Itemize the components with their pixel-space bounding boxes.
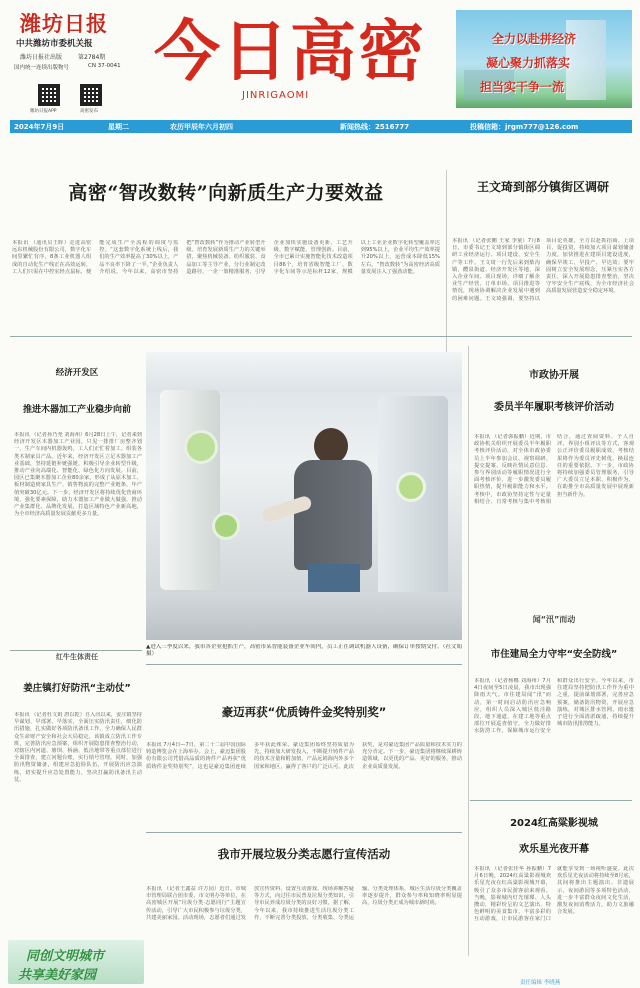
editor-credit: 责任编辑 李晓燕: [520, 980, 561, 986]
sorghum-section: 2024红高粱影视城: [510, 818, 598, 829]
paper-org: 中共潍坊市委机关报: [16, 39, 93, 49]
lunar-date: 农历甲辰年六月初四: [170, 123, 233, 131]
paper-name: 潍坊日报: [20, 11, 108, 36]
dateline-bar: [10, 120, 632, 133]
page-title-pinyin: JINRIGAOMI: [242, 90, 310, 101]
kfq-section: 经济开发区: [55, 368, 99, 378]
slogan-line-2: 凝心聚力抓落实: [486, 56, 571, 70]
wang-body: 本报讯 （记者张鹏 王家 李童）7月8日，市委书记王文琦到部分镇街区调研工业经济运行、项目建设、安全生产等工作。王文琦一行先后来到柴沟镇、醴泉街道、经济开发区等地，深入企业车间、项目现场，详细了解企业生产经营、订单市场、项目推进等情况，现场协调解决企业发展中遇到的困难问题。王文琦强调，要坚持以项目论英雄，全力以赴抓招商、上项目、促投资，持续加大项目谋划储备力度，加快推进在建项目建设进度，确保早竣工、早投产、早达效；要牢固树立安全发展理念，压紧压实各方责任，深入开展隐患排查整治，坚决守牢安全生产底线，为全市经济社会高质量发展营造安全稳定环境。: [452, 238, 634, 302]
divider-center-1: [146, 664, 462, 665]
kfq-headline: 推进木器加工产业稳步向前: [22, 405, 131, 415]
haomai-body: 本报讯 7月4日—7日，第二十二届中国国际铸造博览会在上海举办。会上，豪迈集团股份有限公司凭借高品质的铸件产品再获“优质铸件金奖特别奖”，这也是豪迈集团连续多年获此殊荣。豪迈集团始终坚持质量为先，持续加大研发投入，不断提升铸件产品的技术含量和附加值，产品远销海内外多个国家和地区，赢得了客户的广泛认可。此次获奖，是对豪迈集团产品质量和技术实力的充分肯定。下一步，豪迈集团将继续深耕铸造领域，以更优的产品、更好的服务，推动企业高质量发展。: [146, 742, 462, 770]
qr-label-app: 潍坊日报APP: [30, 109, 57, 114]
qr-code-fabu: [80, 84, 102, 106]
cn-label: 国内统一连续出版物号: [14, 65, 70, 71]
zhengxie-section: 市政协开展: [529, 370, 579, 381]
page-title: 今日高密: [154, 12, 426, 90]
banner-line-1: 同创文明城市: [26, 949, 105, 964]
divider-center-2: [146, 832, 462, 833]
photo-caption: ▲进入三季度以来，我市各企业抢抓生产，高密市某智能装备企业车间内，员工正在调试机器人设备，确保订单按期交付。（社文娟摄）: [146, 644, 462, 657]
civilization-banner: [8, 940, 144, 984]
qr-code-app: [38, 84, 60, 106]
paper-edition: 潍坊日报社出版: [20, 54, 63, 61]
issue-date: 2024年7月9日: [14, 123, 65, 131]
col-divider-mid: [468, 346, 469, 956]
slogan-banner: [456, 10, 632, 108]
lead-headline: 高密“智改数转”向新质生产力要效益: [68, 182, 384, 204]
divider-left: [10, 650, 142, 651]
divider-1: [10, 336, 632, 337]
col-divider-top: [446, 170, 447, 378]
zhengxie-body: 本报讯 （记者郭振鹏）近期，市政协机关组织开展委员半年履职考核评价活动，对全体市政协委员上半年参加会议、视察调研、提交提案、反映社情民意信息、参与界别活动等履职情况进行全面考核评价，进一步激发委员履职热情，提升履职能力和水平。考核中，市政协坚持定性与定量相结合、日常考核与集中考核相结合，通过查阅资料、个人自评、界别小组评议等方式，客观公正评价委员履职成效，考核结果将作为委员评先树优、换届连任的重要依据。下一步，市政协将持续加强委员管理服务，引导广大委员立足本职、积极作为，在助推全市高质量发展中展现新担当新作为。: [474, 434, 634, 505]
zhujian-body: 本报讯 （记者杨娜 刘海州）7月4日夜间至5日凌晨，我市出现强降雨天气。市住建局闻“汛”而动，第一时间启动防汛应急响应，组织人员深入城区低洼路段、地下通道、在建工地等重点部位开展巡查值守，全力做好排水防涝工作，保障城市运行安全和群众出行安全。今年以来，市住建局坚持把防汛工作作为重中之重，提前谋划部署，完善应急预案，储备防汛物资，开展应急演练，对城区排水管网、雨水篦子进行全面清淤疏通，持续提升城市防汛排涝能力。: [474, 678, 634, 735]
wang-headline: 王文琦到部分镇街区调研: [476, 180, 609, 194]
kfq-body: 本报讯 （记者孙乃尧 刘海州）6月28日上午，记者来到经济开发区木器加工产业园，只见一排排厂房整齐划一，生产车间内机器轰鸣，工人们正忙着加工、组装各类木制家具产品。近年来，经济开发区立足木器加工产业基础，坚持延链补链强链，积极引导企业转型升级，推动产业向高端化、智能化、绿色化方向发展。目前，园区已集聚木器加工企业80余家，形成了从原木加工、板材制造到家具生产、销售物流的完整产业链条，年产值突破30亿元。下一步，经济开发区将持续优化营商环境，强化要素保障，助力木器加工产业做大做强，推动产业集群化、品牌化发展，打造区域特色产业新高地，为全市经济高质量发展贡献更多力量。: [14, 432, 142, 518]
zhujian-headline: 市住建局全力守牢“安全防线”: [490, 649, 618, 660]
news-hotline: 新闻热线：2516777: [340, 123, 410, 131]
garbage-body: 本报讯 （记者王鑫益 许方园）近日，市城市管理局联合团市委、市文明办等单位，在高密城区开展“垃圾分类·志愿同行”主题宣传活动，引导广大市民积极参与垃圾分类，共建美丽家园。活动现场，志愿者们通过发放宣传资料、设置互动游戏、现场讲解答疑等方式，向过往市民普及垃圾分类知识，引导市民养成垃圾分类的良好习惯。据了解，今年以来，我市持续推进生活垃圾分类工作，不断完善分类投放、分类收集、分类运输、分类处理体系，城区生活垃圾分类覆盖率逐步提升，群众参与率和知晓率明显提高，垃圾分类正成为城市新时尚。: [146, 886, 462, 921]
submission-email: 投稿信箱：jrgm777@126.com: [470, 123, 579, 131]
banner-line-2: 共享美好家园: [18, 968, 97, 983]
sorghum-headline: 欢乐星光夜开幕: [519, 844, 589, 855]
qr-label-fabu: 高密发布: [80, 109, 98, 114]
haomai-headline: 豪迈再获“优质铸件金奖特别奖”: [221, 705, 387, 719]
lead-body: 本报讯 （通讯员王晖）走进高密远东机械股份有限公司，数字化车间里繁忙有序，8条工业机器人组成的自动化生产线正在高效运转，工人们只需在中控室轻点鼠标，便能完成生产全流程的调度与监控。“这套数字化系统上线后，我们的生产效率提高了30%以上，产品不良率下降了一半。”企业负责人介绍说。今年以来，高密市坚持把“智改数转”作为推动产业转型升级、培育发展新质生产力的关键举措，聚焦机械装备、纺织服装、食品加工等主导产业，分行业制定改造路径，一企一策精准服务，引导企业加快实施设备更新、工艺升级、数字赋能、管理创新。目前，全市已累计实施智能化技术改造项目86个，培育省级智能工厂、数字化车间等示范标杆12家，规模以上工业企业数字化转型覆盖率达到95%以上，企业平均生产效率提升20%以上，运营成本降低15%左右。“智改数转”为高密经济高质量发展注入了强劲动能。: [12, 240, 440, 275]
zhujian-section: 闻“汛”而动: [532, 615, 576, 624]
weekday: 星期二: [108, 123, 129, 131]
jiang-body: 本报讯 （记者杜文娟 唐以乾）自入汛以来，姜庄镇坚持早谋划、早部署、早落实，全面压实防汛责任，细化防汛措施，扎实做好各项防汛备汛工作，全力确保人民群众生命财产安全和社会大局稳定。该镇成立防汛工作专班，完善防汛应急预案，组织开展隐患排查整治行动，对辖区内河道、塘坝、桥涵、低洼地带等重点部位进行全面排查，建立问题台账，实行销号管理。同时，加强防汛物资储备，组建应急抢险队伍，开展防汛应急演练，切实提升应急处置能力，坚决打赢防汛备汛主动仗。: [14, 712, 142, 783]
slogan-line-1: 全力以赴拼经济: [492, 32, 577, 46]
masthead: [0, 0, 640, 118]
jiang-section: 红牛生体责任: [56, 653, 98, 661]
paper-issue: 第2784期: [78, 54, 106, 61]
sorghum-body: 本报讯 （记者张佳华 孙振鹏）7月6日晚，2024红高粱影视城欢乐星光夜在红高粱影视城开幕，吸引了众多市民游客前来观看。当晚，影视城内灯光璀璨、人头攒动，精彩纷呈的文艺演出、特色鲜明的美食集市、丰富多彩的互动游戏，让市民游客在家门口就能享受到一场视听盛宴。此次欢乐星光夜活动将持续至8月底，其间将推出主题演出、非遗展示、夜间游园等多项特色活动，进一步丰富群众夜间文化生活，激发夜间消费活力，助力文旅融合发展。: [474, 866, 634, 923]
zhengxie-headline: 委员半年履职考核评价活动: [494, 402, 614, 413]
factory-photo: [146, 352, 462, 640]
cn-number: CN 37-0041: [88, 63, 121, 69]
garbage-headline: 我市开展垃圾分类志愿行宣传活动: [217, 847, 391, 861]
slogan-line-3: 担当实干争一流: [480, 80, 565, 94]
divider-2: [470, 800, 632, 801]
jiang-headline: 姜庄镇打好防汛“主动仗”: [23, 683, 131, 694]
